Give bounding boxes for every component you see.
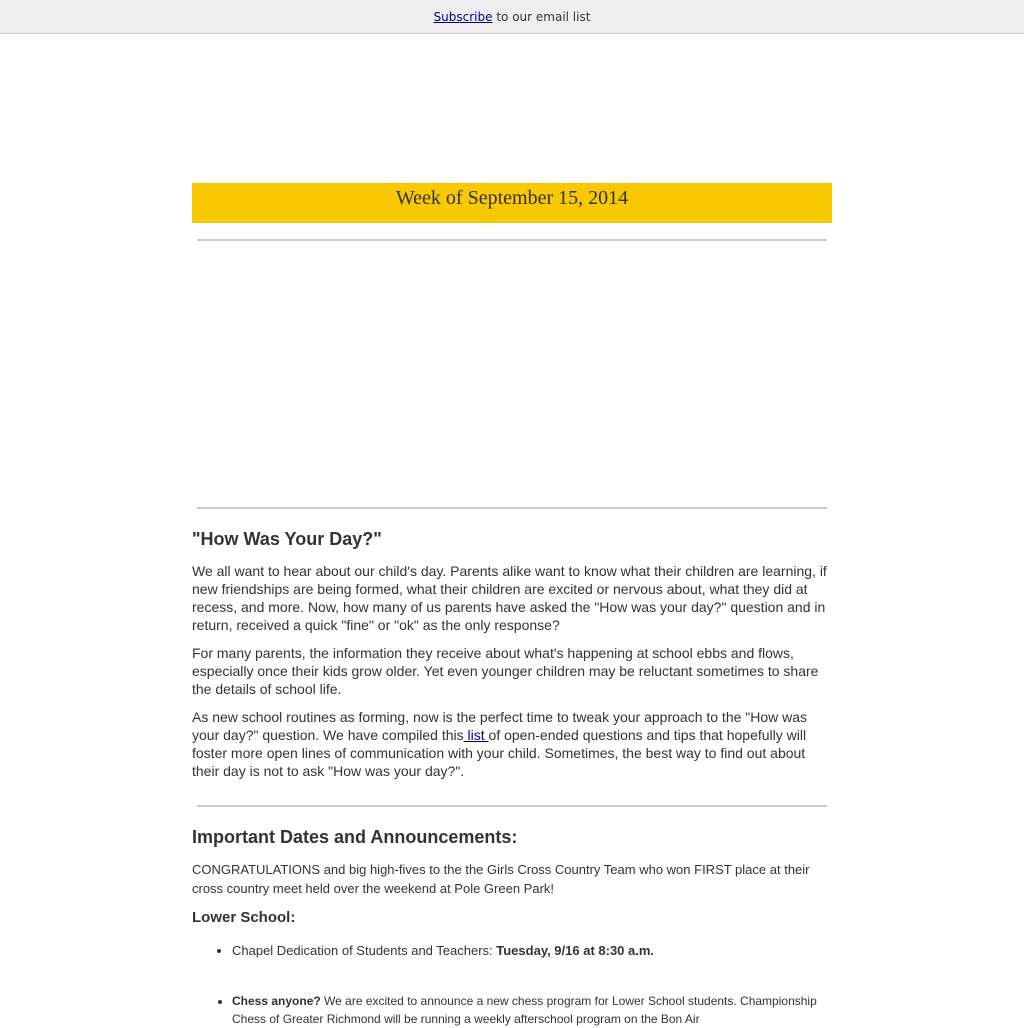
- article-paragraph: [192, 708, 832, 780]
- article-paragraph: We all want to hear about our child's day. Parents alike want to know what their children are learning, if new friendships are being formed, what their children are excited or nervous about, what they did at recess, and more. Now, how many of us parents have asked the "How was your day?" question and in return, received a quick "fine" or "ok" as the only response?: [192, 563, 827, 633]
- item-text: We are excited to announce a new chess program for Lower School students. Championship Chess of Greater Richmond will be running a weekly afterschool program on the Bon Air: [232, 994, 817, 1026]
- subscribe-bar: [0, 0, 1024, 34]
- item-heading: Chess anyone?: [232, 994, 321, 1008]
- subscribe-link[interactable]: Subscribe: [433, 10, 493, 24]
- item-text: Chapel Dedication of Students and Teachers:: [232, 943, 497, 958]
- paragraph-text: As new school routines as forming, now is the perfect time to tweak your approach to the "How was your day?" question. We have compiled this: [192, 709, 808, 743]
- paragraph-text: of open-ended questions and tips that hopefully will foster more open lines of communication with your child. Sometimes, the best way to find out about their day is not to ask "How was your day?".: [192, 727, 807, 779]
- article-paragraph: For many parents, the information they receive about what's happening at school ebbs and flows, especially once their kids grow older. Yet even younger children may be reluctant sometimes to share the details of school life.: [192, 645, 819, 697]
- item-date: Tuesday, 9/16 at 8:30 a.m.: [496, 943, 655, 958]
- list-item: [232, 992, 832, 1028]
- congratulations-text: CONGRATULATIONS and big high-fives to the the Girls Cross Country Team who won FIRST place at their cross country meet held over the weekend at Pole Green Park!: [192, 862, 810, 896]
- divider: [197, 805, 827, 807]
- divider: [197, 507, 827, 509]
- list-link[interactable]: list: [463, 727, 489, 743]
- lower-school-list: [192, 942, 832, 1028]
- divider: [197, 239, 827, 241]
- lower-school-heading: Lower School:: [192, 909, 296, 926]
- article-title: "How Was Your Day?": [192, 529, 382, 549]
- announcements-title: Important Dates and Announcements:: [192, 827, 518, 847]
- week-banner: Week of September 15, 2014: [192, 183, 832, 223]
- subscribe-text: to our email list: [492, 10, 591, 24]
- list-item: [232, 942, 832, 960]
